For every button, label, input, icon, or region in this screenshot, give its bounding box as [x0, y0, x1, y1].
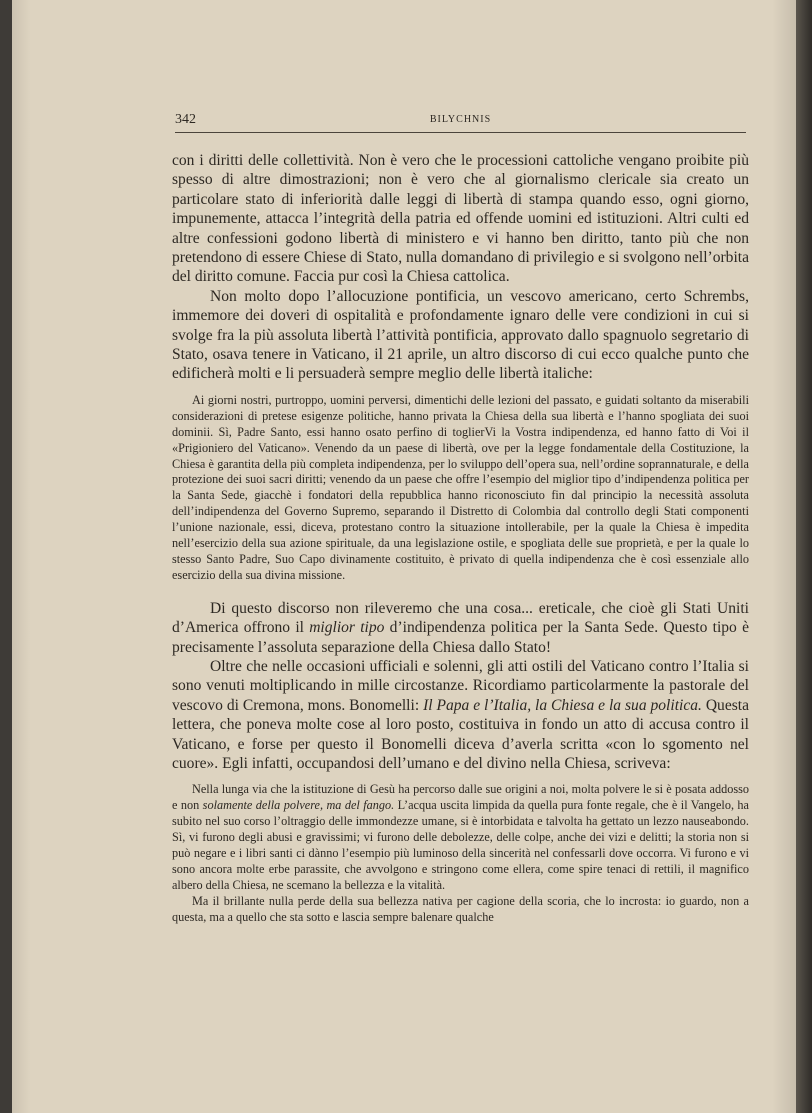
block-quote-2: [172, 782, 749, 893]
block-quote-3: Ma il brillante nulla perde della sua bellezza nativa per cagione della scoria, che lo incrosta: io guardo, non a questa, ma a quello che sta sotto e lascia sempre balenare qualche: [172, 893, 749, 924]
paragraph-4-text: Oltre che nelle occasioni ufficiali e solenni, gli atti ostili del Vaticano contro l’Italia si sono venuti moltiplicando in mille circostanze. Ricordiamo particolarmente la pastorale del vescovo di Cremona, mons. Bonomelli:: [172, 657, 749, 714]
body-paragraph-2: Non molto dopo l’allocuzione pontificia, un vescovo americano, certo Schrembs, immemore dei doveri di ospitalità e profondamente ignaro delle vere condizioni in cui si svolge fra la più assoluta libertà l’attività pontificia, approvato dallo spagnuolo segretario di Stato, osava tenere in Vaticano, il 21 aprile, un altro discorso di cui ecco qualche punto che edificherà molti e li persuaderà sempre meglio delle libertà italiche:: [172, 287, 749, 383]
quote-2-emphasis: solamente della polvere, ma del fango.: [202, 798, 395, 813]
paragraph-3-emphasis: miglior tipo: [309, 619, 385, 637]
quote-2-text: Nella lunga via che la istituzione di Gesù ha percorso dalle sue origini a noi, molta polvere le si è posata addosso e non: [172, 782, 749, 813]
paragraph-3-text-end: d’indipendenza politica per la Santa Sede. Questo tipo è precisamente l’assoluta separazione della Chiesa dallo Stato!: [172, 619, 749, 656]
body-paragraph-4: [172, 657, 749, 773]
page-edge: [796, 0, 812, 1113]
body-paragraph-1: con i diritti delle collettività. Non è vero che le processioni cattoliche vengano proibite più spesso di altre dimostrazioni; non è vero che al giornalismo clericale sia creato un particolare stato di inferiorità dalle leggi di libertà di stampa quando esso, ogni giorno, impunemente, attacca l’integrità della patria ed offende uomini ed istituzioni. Altri culti ed altre confessioni godono libertà di ministero e vi hanno ben diritto, tanto più che non pretendono di essere Chiese di Stato, nulla domandano di privilegio e si svolgono nell’orbita del diritto comune. Faccia pur così la Chiesa cattolica.: [172, 152, 749, 286]
page-header: [175, 110, 746, 133]
page-body: [172, 151, 749, 926]
page-number: 342: [175, 112, 196, 127]
scanned-book-page: [12, 0, 796, 1113]
spacer: [172, 384, 749, 393]
quote-2-text-end: L’acqua uscita limpida da quella pura fonte regale, che è il Vangelo, ha subito nel suo corso l’oltraggio delle immondezze umane, si è intorbidata e talvolta ha gettato un lezzo nauseabondo. Sì, vi furono degli abusi e gravissimi; vi furono delle debolezze, delle colpe, anche dei vizi e delitti; la storia non si può negare e i libri santi ci dànno l’esempio più luminoso della sincerità nel confessarli dove occorra. Vi furono e vi sono ancora molte erbe parassite, che avvolgono e stringono come ellera, come spire tenaci di rettili, il magnifico albero della Chiesa, ne scemano la bellezza e la vitalità.: [172, 798, 749, 892]
block-quote-1: Ai giorni nostri, purtroppo, uomini perversi, dimentichi delle lezioni del passato, e guidati soltanto da miserabili considerazioni di pretese esigenze politiche, hanno privata la Chiesa della sua libertà e l’hanno spogliata dei suoi dominii. Sì, Padre Santo, essi hanno osato perfino di toglierVi la Vostra indipendenza, ed hanno fatto di Voi il «Prigioniero del Vaticano». Venendo da un paese di libertà, ove per la legge fondamentale della Costituzione, la Chiesa è garantita della più completa indipendenza, per lo sviluppo dell’opera sua, nell’ordine soprannaturale, e della protezione dei suoi sacri diritti; venendo da un paese che offre l’esempio del miglior tipo d’indipendenza politica per la Santa Sede, giacchè i fondatori della repubblica hanno riconosciuto fin dal principio la necessità assoluta dell’indipendenza del Governo Supremo, separando il Distretto di Colombia dal controllo degli Stati componenti l’unione nazionale, essi, diceva, protestano contro la situazione intollerabile, per la quale la Chiesa è impedita nell’esercizio della sua azione spirituale, da una legislazione ostile, e spogliata delle sue proprietà, e per la quale lo stesso Santo Padre, Suo Capo divinamente costituito, è privato di quella indipendenza che è così essenziale allo esercizio della sua divina missione.: [172, 392, 749, 582]
spacer: [172, 773, 749, 782]
paragraph-4-text-end: Questa lettera, che poneva molte cose al loro posto, costituiva in fondo un atto di accusa contro il Vaticano, e forse per questo il Bonomelli diceva d’averla scritta «con lo sgomento nel cuore». Egli infatti, occupandosi dell’umano e del divino nella Chiesa, scriveva:: [172, 696, 749, 772]
paragraph-4-title: Il Papa e l’Italia, la Chiesa e la sua politica.: [423, 696, 702, 714]
running-title: BILYCHNIS: [429, 114, 492, 125]
spacer: [172, 584, 749, 599]
paragraph-3-text: Di questo discorso non rileveremo che una cosa... ereticale, che cioè gli Stati Uniti d’America offrono il: [172, 599, 749, 637]
body-paragraph-3: [172, 599, 749, 657]
